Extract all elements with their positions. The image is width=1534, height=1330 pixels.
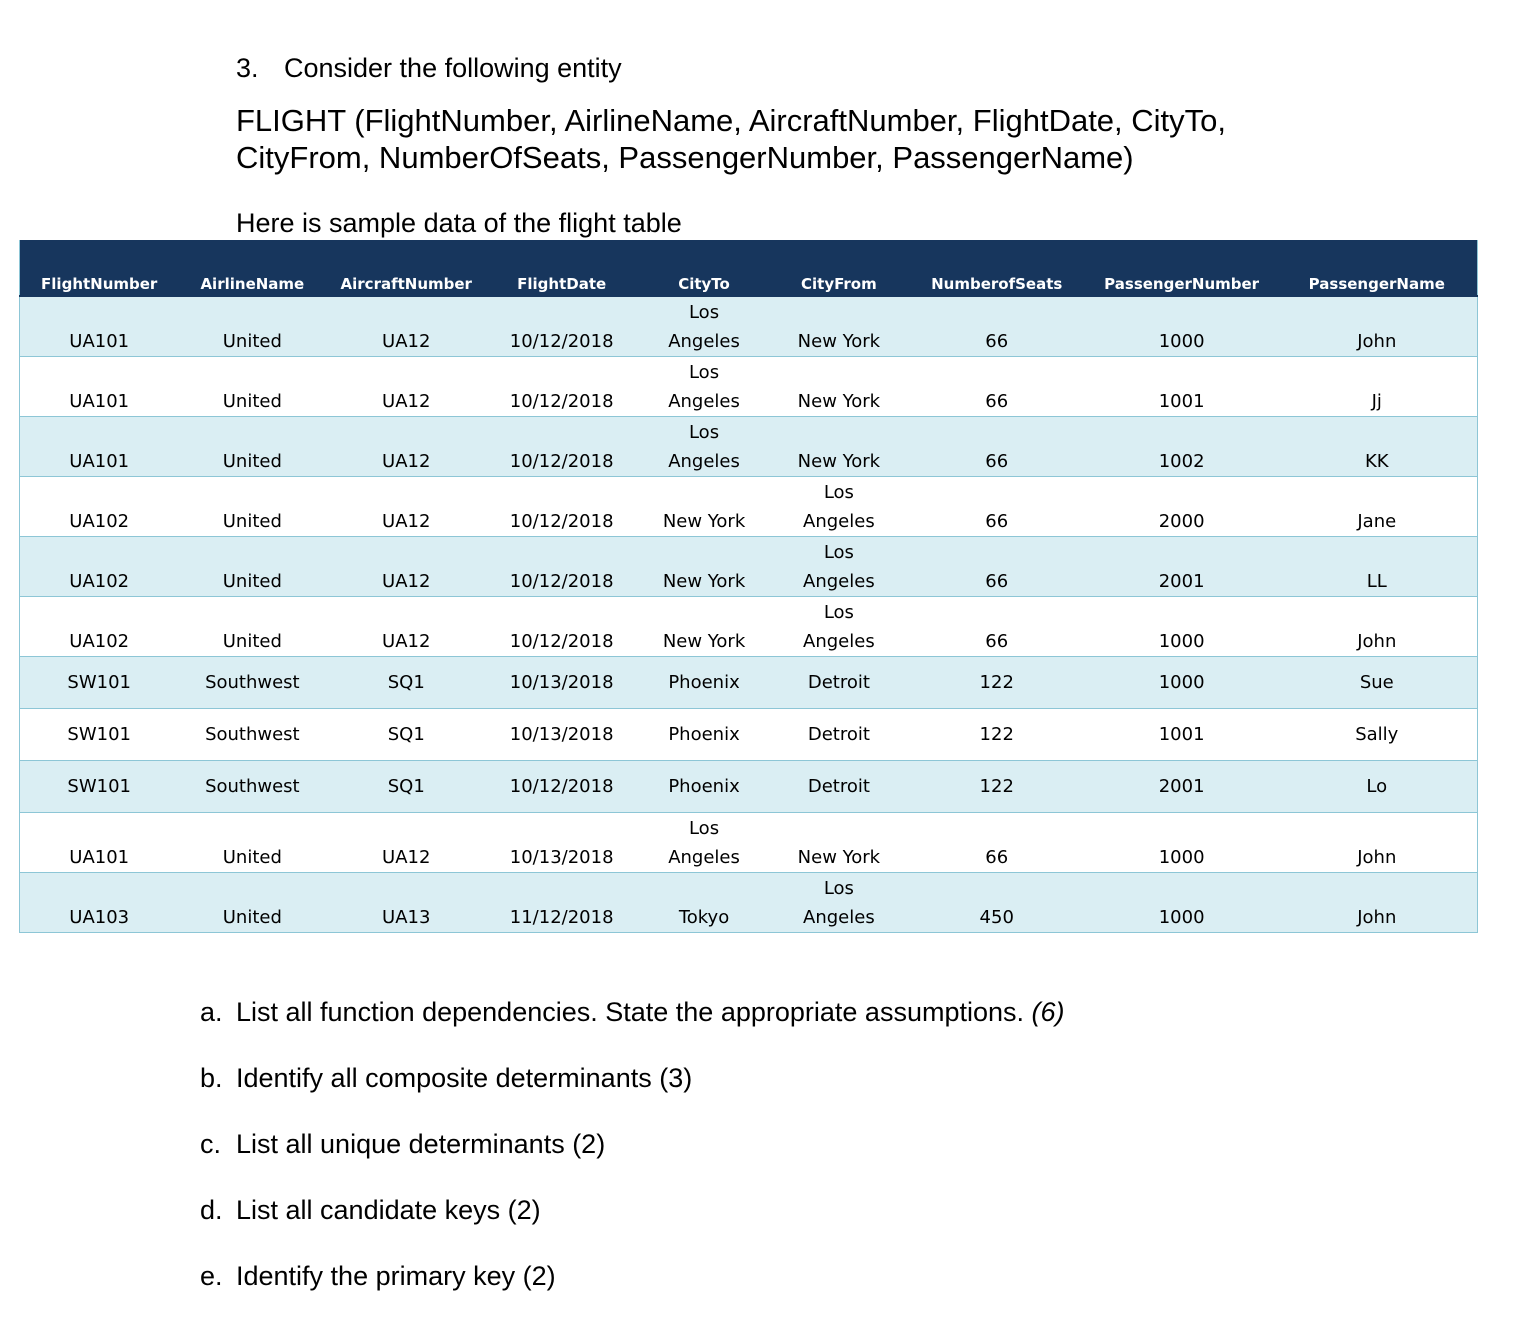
cell-aircraftnumber: UA12 bbox=[326, 417, 486, 477]
cell-numberofseats: 122 bbox=[907, 761, 1087, 813]
subquestion-text: List all candidate keys (2) bbox=[236, 1195, 541, 1225]
cell-cityto: New York bbox=[637, 477, 771, 537]
cell-flightnumber: SW101 bbox=[20, 657, 179, 709]
cell-cityfrom: Los Angeles bbox=[771, 477, 907, 537]
cell-flightnumber: UA102 bbox=[20, 537, 179, 597]
cell-flightnumber: UA103 bbox=[20, 873, 179, 933]
header-passengername: PassengerName bbox=[1277, 240, 1478, 296]
cell-numberofseats: 66 bbox=[907, 597, 1087, 657]
cell-cityto: Phoenix bbox=[637, 761, 771, 813]
cell-airlinename: United bbox=[178, 477, 326, 537]
cell-aircraftnumber: UA12 bbox=[326, 477, 486, 537]
subquestion-letter: d. bbox=[200, 1195, 223, 1225]
cell-passengername: Sue bbox=[1277, 657, 1478, 709]
cell-passengernumber: 1000 bbox=[1087, 813, 1277, 873]
table-row bbox=[20, 709, 1478, 761]
cell-cityto: Phoenix bbox=[637, 709, 771, 761]
cell-passengername: Lo bbox=[1277, 761, 1478, 813]
cell-airlinename: United bbox=[178, 597, 326, 657]
cell-passengernumber: 1001 bbox=[1087, 357, 1277, 417]
cell-passengernumber: 1000 bbox=[1087, 296, 1277, 357]
cell-cityto: Los Angeles bbox=[637, 813, 771, 873]
table-intro: Here is sample data of the flight table bbox=[236, 208, 682, 238]
cell-passengernumber: 1000 bbox=[1087, 657, 1277, 709]
header-passengernumber: PassengerNumber bbox=[1087, 240, 1277, 296]
cell-airlinename: Southwest bbox=[178, 657, 326, 709]
entity-line-1: FLIGHT (FlightNumber, AirlineName, AircraftNumber, FlightDate, CityTo, bbox=[236, 103, 1227, 138]
cell-passengernumber: 1002 bbox=[1087, 417, 1277, 477]
table-row bbox=[20, 357, 1478, 417]
cell-flightdate: 10/13/2018 bbox=[486, 813, 637, 873]
header-aircraftnumber: AircraftNumber bbox=[326, 240, 486, 296]
subquestion-d bbox=[200, 1194, 541, 1226]
table-row bbox=[20, 597, 1478, 657]
cell-numberofseats: 450 bbox=[907, 873, 1087, 933]
cell-flightdate: 10/12/2018 bbox=[486, 357, 637, 417]
subquestion-text: List all function dependencies. State the appropriate assumptions. bbox=[236, 997, 1032, 1027]
table-row bbox=[20, 477, 1478, 537]
subquestion-a bbox=[200, 996, 1065, 1028]
subquestion-b bbox=[200, 1062, 692, 1094]
cell-airlinename: United bbox=[178, 296, 326, 357]
cell-cityfrom: New York bbox=[771, 357, 907, 417]
header-cityto: CityTo bbox=[637, 240, 771, 296]
cell-cityto: New York bbox=[637, 597, 771, 657]
cell-flightdate: 10/12/2018 bbox=[486, 296, 637, 357]
cell-flightdate: 10/13/2018 bbox=[486, 657, 637, 709]
cell-flightdate: 10/12/2018 bbox=[486, 477, 637, 537]
cell-passengername: Sally bbox=[1277, 709, 1478, 761]
cell-cityto: New York bbox=[637, 537, 771, 597]
table-row bbox=[20, 417, 1478, 477]
table-row bbox=[20, 657, 1478, 709]
subquestion-text: Identify the primary key (2) bbox=[236, 1261, 556, 1291]
cell-flightnumber: UA101 bbox=[20, 813, 179, 873]
question-heading-text: Consider the following entity bbox=[284, 53, 622, 83]
cell-aircraftnumber: UA13 bbox=[326, 873, 486, 933]
table-row bbox=[20, 761, 1478, 813]
entity-definition bbox=[236, 102, 1336, 176]
cell-numberofseats: 66 bbox=[907, 417, 1087, 477]
header-flightdate: FlightDate bbox=[486, 240, 637, 296]
cell-cityto: Los Angeles bbox=[637, 357, 771, 417]
cell-airlinename: Southwest bbox=[178, 761, 326, 813]
table-body bbox=[20, 296, 1478, 933]
cell-cityfrom: Detroit bbox=[771, 657, 907, 709]
cell-flightdate: 10/13/2018 bbox=[486, 709, 637, 761]
cell-flightnumber: UA101 bbox=[20, 417, 179, 477]
cell-airlinename: United bbox=[178, 537, 326, 597]
cell-airlinename: United bbox=[178, 417, 326, 477]
flight-table bbox=[19, 240, 1478, 933]
cell-passengernumber: 2000 bbox=[1087, 477, 1277, 537]
cell-passengername: John bbox=[1277, 296, 1478, 357]
cell-flightnumber: UA102 bbox=[20, 477, 179, 537]
cell-aircraftnumber: UA12 bbox=[326, 537, 486, 597]
cell-flightnumber: SW101 bbox=[20, 709, 179, 761]
cell-cityfrom: New York bbox=[771, 417, 907, 477]
subquestion-letter: e. bbox=[200, 1261, 223, 1291]
cell-passengername: John bbox=[1277, 597, 1478, 657]
table-row bbox=[20, 537, 1478, 597]
cell-aircraftnumber: SQ1 bbox=[326, 657, 486, 709]
cell-flightnumber: UA102 bbox=[20, 597, 179, 657]
cell-cityfrom: Los Angeles bbox=[771, 873, 907, 933]
cell-passengername: Jane bbox=[1277, 477, 1478, 537]
subquestion-e bbox=[200, 1260, 556, 1292]
cell-flightdate: 10/12/2018 bbox=[486, 597, 637, 657]
cell-flightnumber: UA101 bbox=[20, 296, 179, 357]
subquestion-c bbox=[200, 1128, 605, 1160]
subquestion-letter: b. bbox=[200, 1063, 223, 1093]
cell-passengername: LL bbox=[1277, 537, 1478, 597]
cell-aircraftnumber: UA12 bbox=[326, 357, 486, 417]
cell-numberofseats: 66 bbox=[907, 477, 1087, 537]
cell-flightdate: 11/12/2018 bbox=[486, 873, 637, 933]
cell-numberofseats: 66 bbox=[907, 537, 1087, 597]
cell-flightnumber: SW101 bbox=[20, 761, 179, 813]
question-number: 3. bbox=[236, 53, 259, 83]
cell-aircraftnumber: UA12 bbox=[326, 597, 486, 657]
cell-airlinename: United bbox=[178, 873, 326, 933]
table-row bbox=[20, 873, 1478, 933]
header-cityfrom: CityFrom bbox=[771, 240, 907, 296]
cell-aircraftnumber: SQ1 bbox=[326, 709, 486, 761]
cell-cityto: Los Angeles bbox=[637, 417, 771, 477]
cell-passengername: John bbox=[1277, 873, 1478, 933]
cell-cityfrom: Los Angeles bbox=[771, 537, 907, 597]
entity-line-2: CityFrom, NumberOfSeats, PassengerNumber, PassengerName) bbox=[236, 140, 1134, 175]
cell-flightnumber: UA101 bbox=[20, 357, 179, 417]
cell-passengername: Jj bbox=[1277, 357, 1478, 417]
cell-numberofseats: 66 bbox=[907, 813, 1087, 873]
cell-passengername: KK bbox=[1277, 417, 1478, 477]
cell-passengernumber: 2001 bbox=[1087, 761, 1277, 813]
cell-passengernumber: 1000 bbox=[1087, 873, 1277, 933]
cell-cityfrom: Detroit bbox=[771, 761, 907, 813]
cell-cityto: Los Angeles bbox=[637, 296, 771, 357]
table-row bbox=[20, 813, 1478, 873]
subquestion-letter: c. bbox=[200, 1129, 222, 1159]
cell-numberofseats: 122 bbox=[907, 709, 1087, 761]
question-heading bbox=[236, 52, 622, 84]
cell-aircraftnumber: UA12 bbox=[326, 813, 486, 873]
cell-passengernumber: 1001 bbox=[1087, 709, 1277, 761]
cell-airlinename: United bbox=[178, 357, 326, 417]
subquestion-text: List all unique determinants (2) bbox=[236, 1129, 606, 1159]
cell-cityfrom: Los Angeles bbox=[771, 597, 907, 657]
cell-passengername: John bbox=[1277, 813, 1478, 873]
cell-flightdate: 10/12/2018 bbox=[486, 537, 637, 597]
header-numberofseats: NumberofSeats bbox=[907, 240, 1087, 296]
cell-cityfrom: New York bbox=[771, 296, 907, 357]
header-flightnumber: FlightNumber bbox=[20, 240, 179, 296]
cell-cityto: Tokyo bbox=[637, 873, 771, 933]
subquestion-text: Identify all composite determinants (3) bbox=[236, 1063, 693, 1093]
cell-cityfrom: New York bbox=[771, 813, 907, 873]
cell-flightdate: 10/12/2018 bbox=[486, 761, 637, 813]
cell-aircraftnumber: UA12 bbox=[326, 296, 486, 357]
table-header-row bbox=[20, 240, 1478, 296]
subquestion-letter: a. bbox=[200, 997, 223, 1027]
cell-numberofseats: 66 bbox=[907, 296, 1087, 357]
cell-passengernumber: 2001 bbox=[1087, 537, 1277, 597]
header-airlinename: AirlineName bbox=[178, 240, 326, 296]
subquestion-mark: (6) bbox=[1031, 997, 1065, 1027]
cell-cityfrom: Detroit bbox=[771, 709, 907, 761]
cell-aircraftnumber: SQ1 bbox=[326, 761, 486, 813]
cell-cityto: Phoenix bbox=[637, 657, 771, 709]
cell-numberofseats: 122 bbox=[907, 657, 1087, 709]
table-row bbox=[20, 296, 1478, 357]
cell-airlinename: Southwest bbox=[178, 709, 326, 761]
cell-airlinename: United bbox=[178, 813, 326, 873]
cell-flightdate: 10/12/2018 bbox=[486, 417, 637, 477]
cell-numberofseats: 66 bbox=[907, 357, 1087, 417]
cell-passengernumber: 1000 bbox=[1087, 597, 1277, 657]
